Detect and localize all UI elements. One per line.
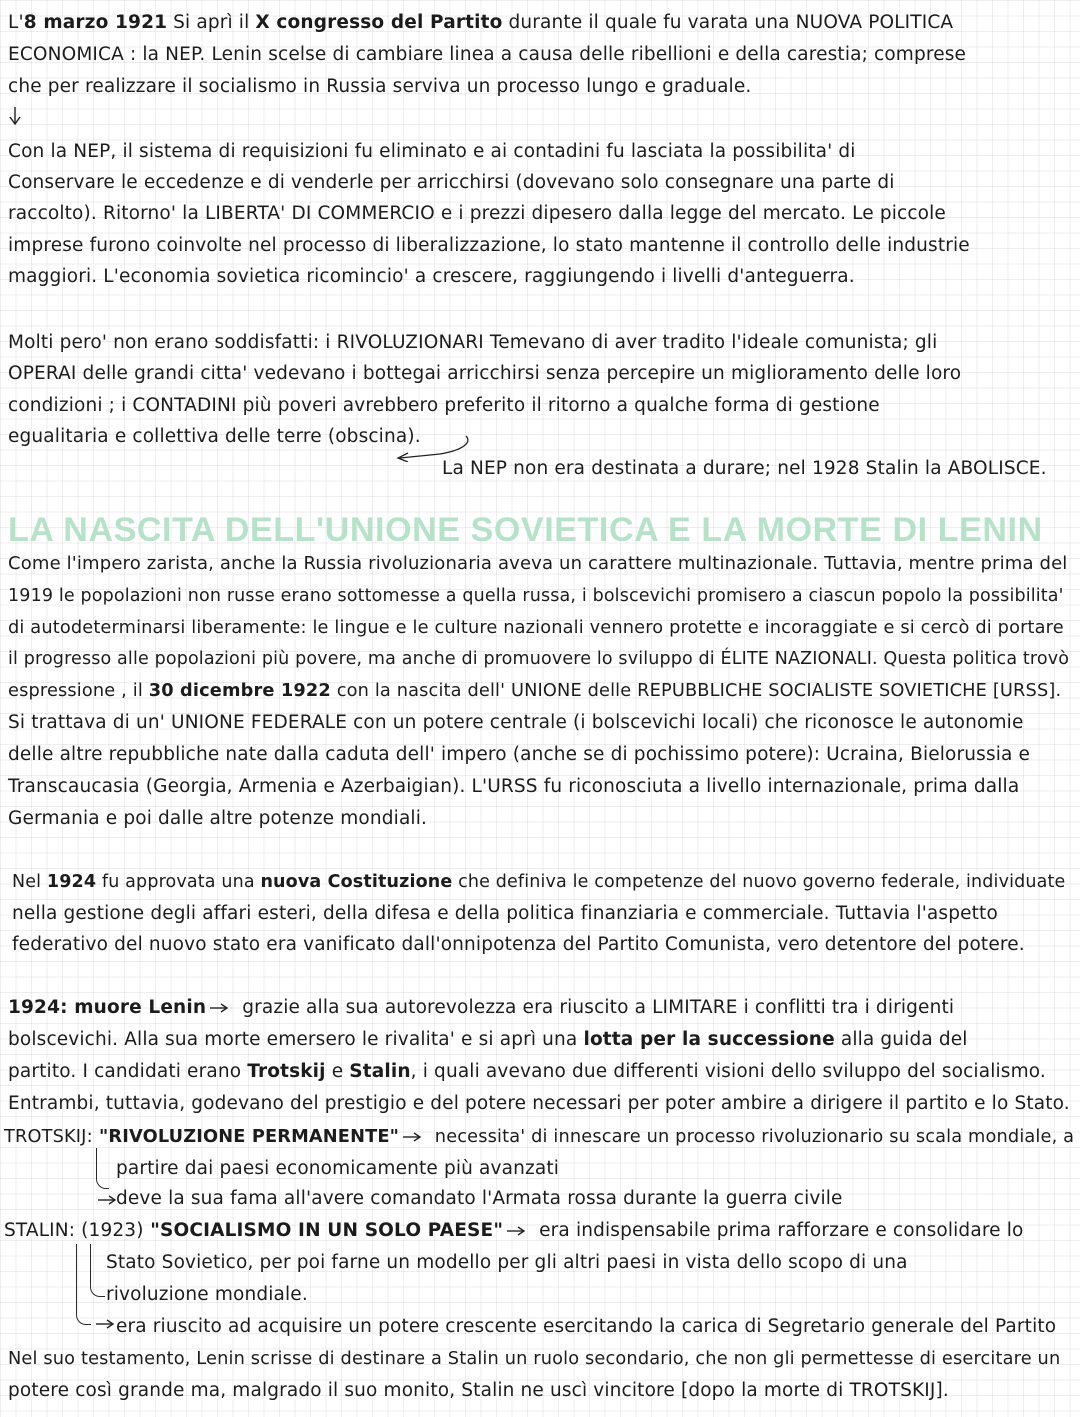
down-arrow-icon	[8, 106, 22, 126]
p4-line-4: il progresso alle popolazioni più povere, ma anche di promuovere lo sviluppo di ÉLITE NAZIONALI. Questa politica trovò	[8, 649, 1070, 669]
p4-line-2: 1919 le popolazioni non russe erano sottomesse a quella russa, i bolscevichi promisero a ciascun popolo la possibilita'	[8, 586, 1064, 606]
trotskij-line-1: TROTSKIJ: "RIVOLUZIONE PERMANENTE" necessita' di innescare un processo rivoluzionario su scala mondiale, a	[4, 1127, 1075, 1147]
bracket-line	[90, 1244, 105, 1297]
right-arrow-icon	[507, 1225, 529, 1237]
p6-line-4: Entrambi, tuttavia, godevano del prestigio e del potere necessari per poter ambire a dirigere il partito e lo Stato.	[8, 1093, 1070, 1114]
p4-line-8: Transcaucasia (Georgia, Armenia e Azerbaigian). L'URSS fu riconosciuta a livello internazionale, prima dalla	[8, 776, 1020, 797]
ending-line-2: potere così grande ma, malgrado il suo monito, Stalin ne uscì vincitore [dopo la morte di TROTSKIJ].	[8, 1380, 949, 1401]
p4-line-1: Come l'impero zarista, anche la Russia rivoluzionaria aveva un carattere multinazionale. Tuttavia, mentre prima del	[8, 553, 1068, 574]
p3-line-5: La NEP non era destinata a durare; nel 1928 Stalin la ABOLISCE.	[442, 458, 1047, 479]
p2-line-1: Con la NEP, il sistema di requisizioni fu eliminato e ai contadini fu lasciata la possibilita' di	[8, 141, 856, 162]
p3-line-3: condizioni ; i CONTADINI più poveri avrebbero preferito il ritorno a qualche forma di gestione	[8, 395, 880, 416]
p6-line-1: 1924: muore Lenin grazie alla sua autorevolezza era riuscito a LIMITARE i conflitti tra i dirigenti	[8, 997, 955, 1018]
p2-line-3: raccolto). Ritorno' la LIBERTA' DI COMMERCIO e i prezzi dipesero dalla legge del mercato. Le piccole	[8, 203, 946, 224]
bracket-line	[96, 1148, 109, 1189]
right-arrow-icon	[98, 1194, 118, 1206]
p3-line-4: egualitaria e collettiva delle terre (obscina).	[8, 426, 421, 447]
p2-line-5: maggiori. L'economia sovietica ricomincio' a crescere, raggiungendo i livelli d'anteguerra.	[8, 266, 855, 287]
p4-line-6: Si trattava di un' UNIONE FEDERALE con un potere centrale (i bolscevichi locali) che riconosce le autonomie	[8, 712, 1024, 733]
stalin-line-2: Stato Sovietico, per poi farne un modello per gli altri paesi in vista dello scopo di una	[106, 1252, 908, 1273]
section-title: LA NASCITA DELL'UNIONE SOVIETICA E LA MORTE DI LENIN	[8, 511, 1043, 549]
trotskij-line-2: partire dai paesi economicamente più avanzati	[116, 1158, 560, 1179]
p6-line-2: bolscevichi. Alla sua morte emersero le rivalita' e si aprì una lotta per la successione alla guida del	[8, 1029, 968, 1050]
stalin-line-3: rivoluzione mondiale.	[106, 1284, 308, 1305]
right-arrow-icon	[96, 1318, 116, 1330]
p3-line-1: Molti pero' non erano soddisfatti: i RIVOLUZIONARI Temevano di aver tradito l'ideale comunista; gli	[8, 332, 938, 353]
p4-line-9: Germania e poi dalle altre potenze mondiali.	[8, 808, 428, 829]
p4-line-5: espressione , il 30 dicembre 1922 con la nascita dell' UNIONE delle REPUBBLICHE SOCIALISTE SOVIETICHE [URSS].	[8, 681, 1062, 701]
p4-line-7: delle altre repubbliche nate dalla caduta dell' impero (anche se di pochissimo potere): Ucraina, Bielorussia e	[8, 744, 1031, 765]
p6-line-3: partito. I candidati erano Trotskij e Stalin, i quali avevano due differenti visioni dello sviluppo del socialismo.	[8, 1061, 1046, 1082]
right-arrow-icon	[403, 1131, 425, 1143]
p5-line-1: Nel 1924 fu approvata una nuova Costituzione che definiva le competenze del nuovo governo federale, individuate	[12, 872, 1066, 892]
p2-line-2: Conservare le eccedenze e di venderle per arricchirsi (dovevano solo consegnare una parte di	[8, 172, 895, 193]
ending-line-1: Nel suo testamento, Lenin scrisse di destinare a Stalin un ruolo secondario, che non gli permettesse di esercitare un	[8, 1349, 1061, 1369]
bracket-line	[76, 1244, 91, 1325]
p1-line-1: L'8 marzo 1921 Si aprì il X congresso del Partito durante il quale fu varata una NUOVA POLITICA	[8, 12, 954, 33]
right-arrow-icon	[210, 1002, 232, 1014]
p5-line-3: federativo del nuovo stato era vanificato dall'onnipotenza del Partito Comunista, vero detentore del potere.	[12, 934, 1025, 955]
p1-line-2: ECONOMICA : la NEP. Lenin scelse di cambiare linea a causa delle ribellioni e della carestia; comprese	[8, 44, 967, 65]
p3-line-2: OPERAI delle grandi citta' vedevano i bottegai arricchirsi senza percepire un miglioramento delle loro	[8, 363, 962, 384]
p2-line-4: imprese furono coinvolte nel processo di liberalizzazione, lo stato mantenne il controllo delle industrie	[8, 235, 970, 256]
p1-line-3: che per realizzare il socialismo in Russia serviva un processo lungo e graduale.	[8, 76, 752, 97]
stalin-line-1: STALIN: (1923) "SOCIALISMO IN UN SOLO PAESE" era indispensabile prima rafforzare e consolidare lo	[4, 1220, 1024, 1241]
stalin-line-4: era riuscito ad acquisire un potere crescente esercitando la carica di Segretario generale del Partito	[116, 1316, 1057, 1337]
trotskij-line-3: deve la sua fama all'avere comandato l'Armata rossa durante la guerra civile	[116, 1188, 843, 1209]
p4-line-3: di autodeterminarsi liberamente: le lingue e le culture nazionali vennero protette e incoraggiate e si cercò di portare	[8, 618, 1064, 638]
p5-line-2: nella gestione degli affari esteri, della difesa e della politica finanziaria e commerciale. Tuttavia l'aspetto	[12, 903, 998, 924]
